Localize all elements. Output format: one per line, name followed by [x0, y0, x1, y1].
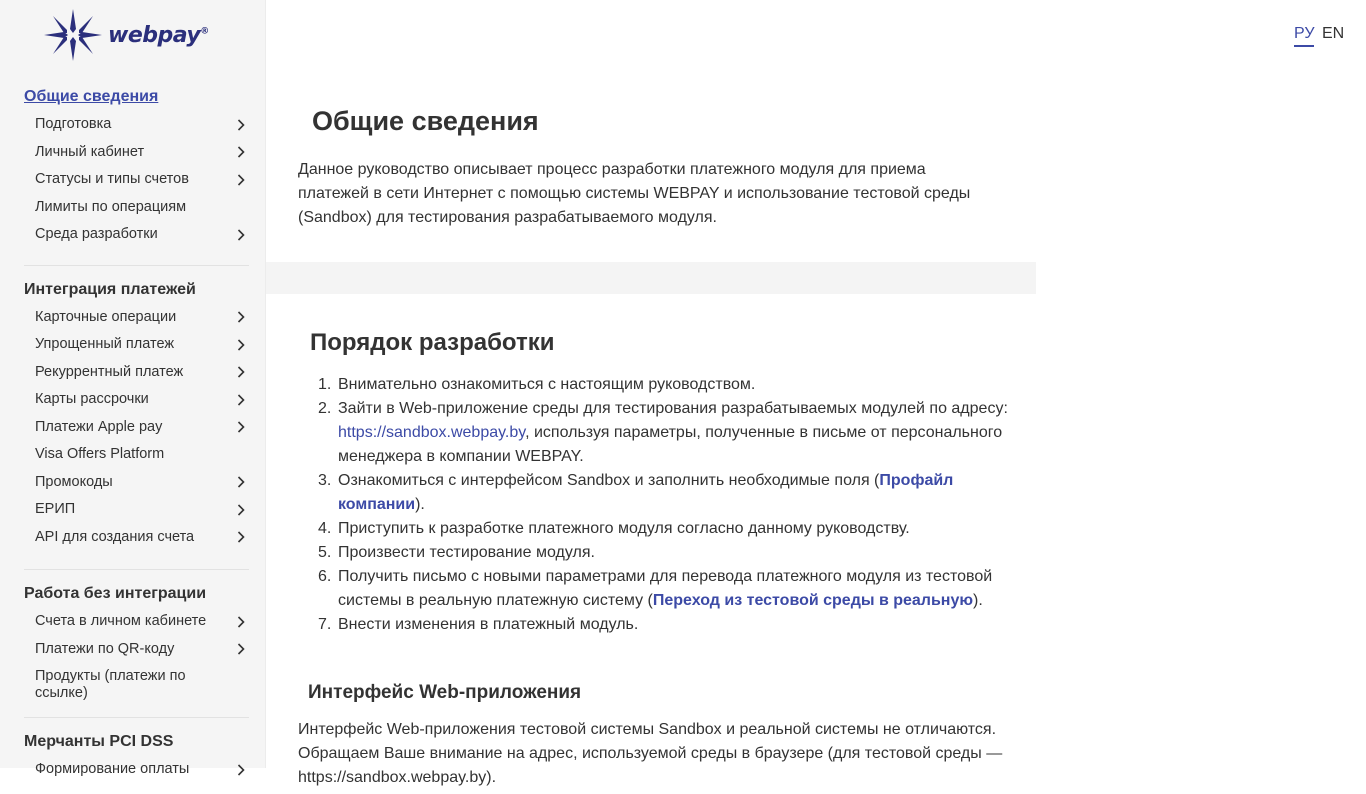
nav-divider [24, 717, 249, 718]
chevron-right-icon [235, 764, 247, 776]
nav-item-installment[interactable]: Карты рассрочки [24, 386, 249, 414]
company-profile-link[interactable]: Профайл компании [338, 472, 954, 513]
nav-section-integration[interactable]: Интеграция платежей [24, 280, 196, 298]
nav-item-preparation[interactable]: Подготовка [24, 111, 249, 139]
transition-link[interactable]: Переход из тестовой среды в реальную [652, 592, 974, 609]
nav-item-apple-pay[interactable]: Платежи Apple pay [24, 414, 249, 442]
intro-paragraph: Данное руководство описывает процесс разработки платежного модуля для приема платежей в сети Интернет с помощью системы WEBPAY и использование тестовой среды (Sandbox) для тестирования разрабатываемого модуля. [298, 161, 971, 226]
nav-item-payment-forming[interactable]: Формирование оплаты [24, 756, 249, 784]
nav-item-invoice-api[interactable]: API для создания счета [24, 524, 249, 552]
list-item: Внести изменения в платежный модуль. [338, 616, 639, 633]
sidebar-nav [0, 83, 265, 784]
nav-item-dev-env[interactable]: Среда разработки [24, 221, 249, 249]
list-item: Произвести тестирование модуля. [338, 544, 595, 561]
nav-item-erip[interactable]: ЕРИП [24, 496, 249, 524]
chevron-right-icon [235, 394, 247, 406]
nav-item-recurring[interactable]: Рекуррентный платеж [24, 359, 249, 387]
steps-list [338, 373, 1018, 637]
top-header [266, 0, 1366, 70]
lang-en-link[interactable]: EN [1322, 25, 1345, 42]
right-pane [1036, 70, 1366, 768]
nav-group-integration [24, 276, 249, 552]
nav-section-no-integration[interactable]: Работа без интеграции [24, 585, 207, 602]
nav-group-general [24, 83, 249, 249]
chevron-right-icon [235, 421, 247, 433]
chevron-right-icon [235, 339, 247, 351]
sandbox-link[interactable]: https://sandbox.webpay.by [338, 424, 526, 441]
list-item: Приступить к разработке платежного модуля согласно данному руководству. [338, 520, 910, 537]
nav-divider [24, 265, 249, 266]
web-interface-heading: Интерфейс Web-приложения [308, 682, 582, 703]
interface-paragraph: Интерфейс Web-приложения тестовой системы Sandbox и реальной системы не отличаются. Обращаем Ваше внимание на адрес, используемой среды в браузере (для тестовой среды — https://sandbox.webpay.by). [298, 721, 1003, 786]
nav-item-limits[interactable]: Лимиты по операциям [35, 198, 187, 215]
nav-item-card-ops[interactable]: Карточные операции [24, 304, 249, 332]
nav-item-visa-offers[interactable]: Visa Offers Platform [35, 446, 165, 463]
chevron-right-icon [235, 366, 247, 378]
list-item: Ознакомиться с интерфейсом Sandbox и заполнить необходимые поля (Профайл компании). [338, 472, 954, 513]
list-item: Внимательно ознакомиться с настоящим руководством. [338, 376, 756, 393]
chevron-right-icon [235, 504, 247, 516]
lang-ru-link[interactable]: РУ [1294, 25, 1314, 47]
chevron-right-icon [235, 476, 247, 488]
development-card [266, 294, 1036, 794]
general-info-card [266, 70, 1036, 262]
nav-item-products[interactable]: Продукты (платежи по ссылке) [35, 668, 186, 701]
nav-group-no-integration [24, 580, 249, 703]
nav-section-general[interactable]: Общие сведения [24, 88, 159, 105]
nav-item-cabinet[interactable]: Личный кабинет [24, 139, 249, 167]
chevron-right-icon [235, 119, 247, 131]
page-title: Общие сведения [312, 106, 539, 136]
nav-divider [24, 569, 249, 570]
chevron-right-icon [235, 531, 247, 543]
sidebar [0, 0, 266, 778]
logo-text: webpay® [108, 22, 209, 48]
chevron-right-icon [235, 229, 247, 241]
chevron-right-icon [235, 146, 247, 158]
nav-section-pci[interactable]: Мерчанты PCI DSS [24, 733, 174, 750]
nav-item-promocodes[interactable]: Промокоды [24, 469, 249, 497]
chevron-right-icon [235, 311, 247, 323]
nav-group-pci [24, 728, 249, 784]
main-content [266, 70, 1036, 786]
nav-item-statuses[interactable]: Статусы и типы счетов [24, 166, 249, 194]
star-logo-icon [44, 9, 102, 61]
chevron-right-icon [235, 174, 247, 186]
nav-item-cabinet-invoices[interactable]: Счета в личном кабинете [24, 608, 249, 636]
list-item: Зайти в Web-приложение среды для тестирования разрабатываемых модулей по адресу: https://sandbox.webpay.by, используя параметры, полученные в письме от персонального менеджера в компании WEBPAY. [338, 400, 1008, 465]
nav-item-simple-payment[interactable]: Упрощенный платеж [24, 331, 249, 359]
list-item: Получить письмо с новыми параметрами для перевода платежного модуля из тестовой системы в реальную платежную систему (Переход из тестовой среды в реальную). [338, 568, 993, 609]
chevron-right-icon [235, 616, 247, 628]
chevron-right-icon [235, 643, 247, 655]
dev-order-heading: Порядок разработки [310, 329, 555, 356]
nav-item-qr-payments[interactable]: Платежи по QR-коду [24, 636, 249, 664]
webpay-logo[interactable] [0, 0, 265, 70]
